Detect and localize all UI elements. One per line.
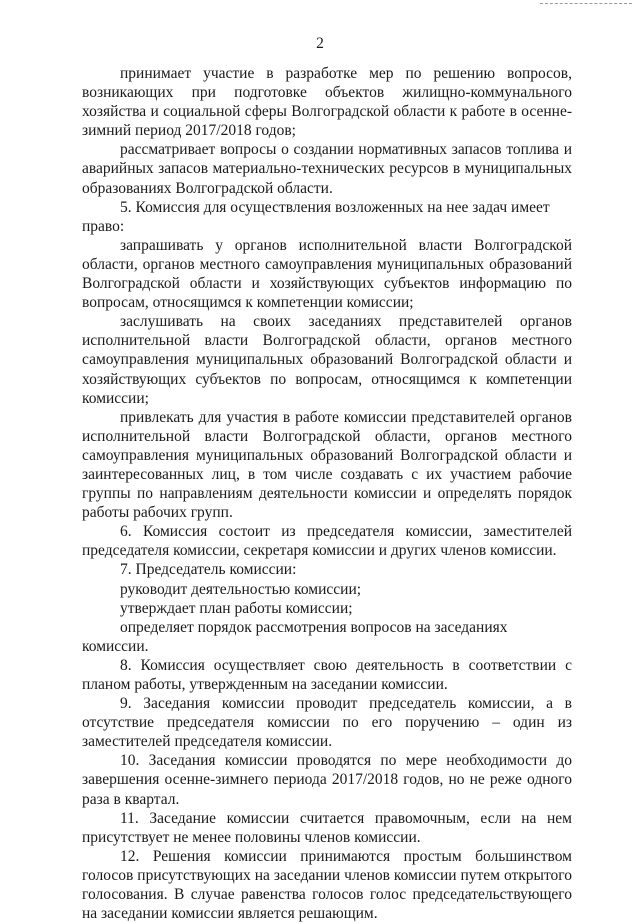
paragraph: утверждает план работы комиссии; — [120, 599, 353, 617]
document-body — [82, 64, 572, 923]
paragraph: 10. Заседания комиссии проводятся по мере необходимости до завершения осенне-зимнего периода 2017/2018 годов, но не реже одного раза в квартал. — [82, 752, 572, 808]
paragraph: принимает участие в разработке мер по решению вопросов, возникающих при подготовке объектов жилищно-коммунального хозяйства и социальной сферы Волгоградской области к работе в осенне-зимний период 2017/2018 годов; — [82, 65, 572, 140]
paragraph: 11. Заседание комиссии считается правомочным, если на нем присутствует не менее половины членов комиссии. — [82, 809, 572, 846]
paragraph: запрашивать у органов исполнительной власти Волгоградской области, органов местного самоуправления муниципальных образований Волгоградской области и хозяйствующих субъектов информацию по вопросам, относящимся к компетенции комиссии; — [82, 236, 572, 312]
paragraph: 8. Комиссия осуществляет свою деятельность в соответствии с планом работы, утвержденным на заседании комиссии. — [82, 656, 572, 693]
paragraph: привлекать для участия в работе комиссии представителей органов исполнительной власти Волгоградской области, органов местного самоуправления муниципальных образований Волгоградской области и заинтересованных лиц, в том числе создавать с их участием рабочие группы по направлениям деятельности комиссии и определять порядок работы рабочих групп. — [82, 408, 572, 522]
paragraph: 6. Комиссия состоит из председателя комиссии, заместителей председателя комиссии, секретаря комиссии и других членов комиссии. — [82, 523, 572, 560]
paragraph: 12. Решения комиссии принимаются простым большинством голосов присутствующих на заседании членов комиссии путем открытого голосования. В случае равенства голосов голос председательствующего на заседании комиссии является решающим. — [82, 847, 572, 923]
page-number: 2 — [316, 35, 324, 52]
paragraph: 9. Заседания комиссии проводит председатель комиссии, а в отсутствие председателя комиссии по его поручению – один из заместителей председателя комиссии. — [82, 695, 572, 751]
paragraph: рассматривает вопросы о создании нормативных запасов топлива и аварийных запасов материально-технических ресурсов в муниципальных образованиях Волгоградской области. — [82, 141, 572, 197]
scan-edge-mark — [540, 3, 632, 4]
paragraph: 7. Председатель комиссии: — [120, 561, 297, 579]
paragraph: руководит деятельностью комиссии; — [120, 580, 362, 598]
paragraph: 5. Комиссия для осуществления возложенных на нее задач имеет право: — [82, 198, 550, 235]
paragraph: заслушивать на своих заседаниях представителей органов исполнительной власти Волгоградской области, органов местного самоуправления муниципальных образований Волгоградской области и хозяйствующих субъектов по вопросам, относящимся к компетенции комиссии; — [82, 313, 572, 407]
paragraph: определяет порядок рассмотрения вопросов на заседаниях комиссии. — [82, 618, 508, 655]
